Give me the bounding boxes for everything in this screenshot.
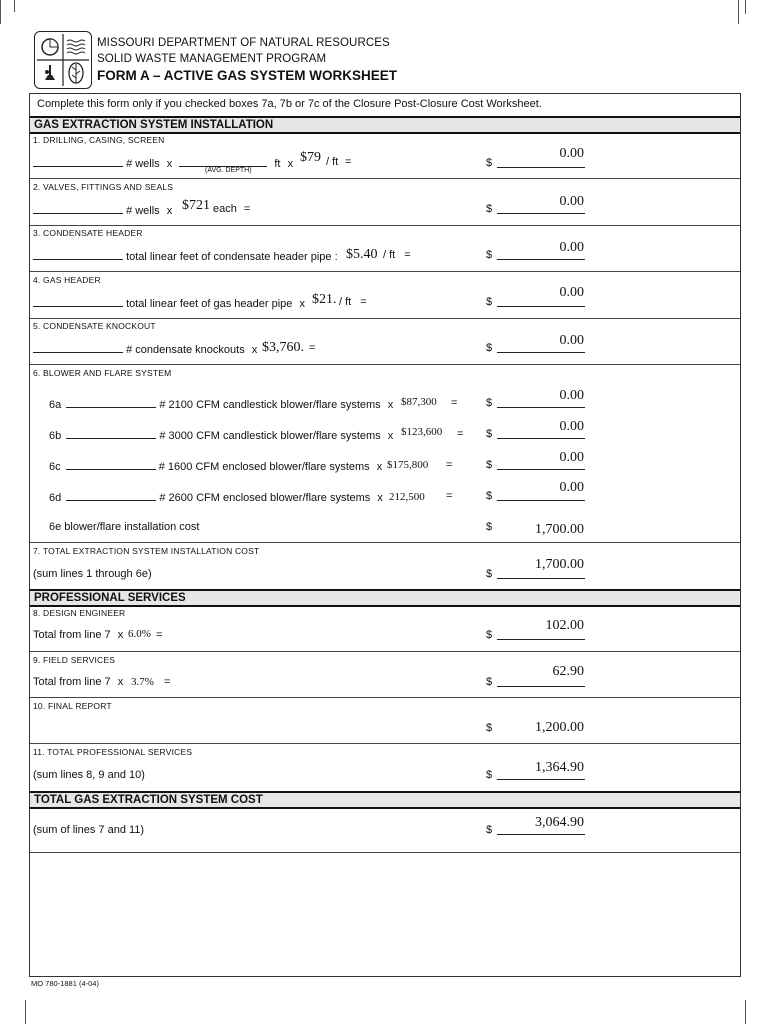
amount-underline bbox=[497, 686, 585, 687]
line6c-equals: = bbox=[446, 459, 453, 471]
amount-underline bbox=[497, 639, 585, 640]
crop-mark bbox=[745, 1000, 746, 1024]
line1-caption: 1. DRILLING, CASING, SCREEN bbox=[33, 135, 165, 145]
line1-ft: ft bbox=[274, 158, 281, 170]
amount-underline bbox=[497, 834, 585, 835]
divider bbox=[30, 651, 740, 652]
line5-caption: 5. CONDENSATE KNOCKOUT bbox=[33, 321, 156, 331]
line1-wells-input[interactable] bbox=[33, 156, 123, 167]
line4-x: x bbox=[299, 298, 305, 310]
line6c-text: # 1600 CFM enclosed blower/flare systems bbox=[158, 461, 370, 473]
amount-underline bbox=[497, 469, 585, 470]
divider bbox=[30, 225, 740, 226]
dnr-logo-icon bbox=[35, 32, 91, 88]
line2-amount[interactable]: 0.00 bbox=[559, 194, 584, 209]
currency-symbol: $ bbox=[486, 568, 493, 580]
line6a-x: x bbox=[387, 399, 394, 411]
currency-symbol: $ bbox=[486, 824, 493, 836]
line6-caption: 6. BLOWER AND FLARE SYSTEM bbox=[33, 368, 172, 378]
currency-symbol: $ bbox=[486, 342, 493, 354]
line6a-input[interactable] bbox=[66, 397, 156, 408]
form-title: FORM A – ACTIVE GAS SYSTEM WORKSHEET bbox=[97, 68, 398, 83]
line6d-amount[interactable]: 0.00 bbox=[559, 480, 584, 495]
amount-underline bbox=[497, 500, 585, 501]
divider bbox=[30, 178, 740, 179]
line5-x: x bbox=[251, 344, 258, 356]
line6b-amount[interactable]: 0.00 bbox=[559, 419, 584, 434]
line3-amount[interactable]: 0.00 bbox=[559, 240, 584, 255]
section-professional bbox=[30, 589, 740, 607]
line4-amount[interactable]: 0.00 bbox=[559, 285, 584, 300]
line6a-text: # 2100 CFM candlestick blower/flare systems bbox=[159, 399, 381, 411]
amount-underline bbox=[497, 352, 585, 353]
crop-mark bbox=[25, 1000, 26, 1024]
line3-caption: 3. CONDENSATE HEADER bbox=[33, 228, 143, 238]
amount-underline bbox=[497, 167, 585, 168]
intro-text: Complete this form only if you checked boxes 7a, 7b or 7c of the Closure Post-Closure Cost Worksheet. bbox=[37, 98, 542, 110]
section-installation-title: GAS EXTRACTION SYSTEM INSTALLATION bbox=[34, 119, 274, 131]
line1-row bbox=[33, 156, 293, 170]
line9-rate: 3.7% bbox=[131, 676, 154, 688]
currency-symbol: $ bbox=[486, 397, 493, 409]
amount-underline bbox=[497, 578, 585, 579]
line1-rate: $79 bbox=[300, 150, 321, 165]
line6d-label: 6d bbox=[49, 492, 62, 504]
currency-symbol: $ bbox=[486, 629, 493, 641]
currency-symbol: $ bbox=[486, 769, 493, 781]
form-number: MO 780-1881 (4-04) bbox=[31, 979, 99, 988]
line2-row bbox=[33, 203, 172, 217]
line11-amount[interactable]: 1,364.90 bbox=[535, 760, 584, 775]
line10-caption: 10. FINAL REPORT bbox=[33, 701, 112, 711]
line6c-row bbox=[49, 459, 382, 473]
total-text: (sum of lines 7 and 11) bbox=[33, 824, 145, 836]
line3-per-ft: / ft = bbox=[383, 249, 411, 261]
crop-mark bbox=[0, 0, 1, 24]
line3-feet-input[interactable] bbox=[33, 249, 123, 260]
line1-x2: x bbox=[287, 158, 294, 170]
section-installation bbox=[30, 116, 740, 134]
line9-amount[interactable]: 62.90 bbox=[552, 664, 584, 679]
line2-wells-input[interactable] bbox=[33, 203, 123, 214]
line3-label: total linear feet of condensate header pipe : bbox=[126, 251, 338, 263]
line6c-x: x bbox=[376, 461, 383, 473]
line2-x: x bbox=[166, 205, 173, 217]
line6b-input[interactable] bbox=[66, 428, 156, 439]
currency-symbol: $ bbox=[486, 428, 493, 440]
line6b-rate: $123,600 bbox=[401, 426, 443, 438]
amount-underline bbox=[497, 259, 585, 260]
line8-row bbox=[33, 629, 123, 641]
line8-caption: 8. DESIGN ENGINEER bbox=[33, 608, 126, 618]
line8-amount[interactable]: 102.00 bbox=[545, 618, 584, 633]
section-total bbox=[30, 791, 740, 809]
line6d-row bbox=[49, 490, 383, 504]
amount-underline bbox=[497, 779, 585, 780]
line5-amount[interactable]: 0.00 bbox=[559, 333, 584, 348]
divider bbox=[30, 852, 740, 853]
line4-rate: $21. bbox=[312, 292, 337, 307]
line5-row bbox=[33, 342, 257, 356]
section-professional-title: PROFESSIONAL SERVICES bbox=[34, 592, 186, 604]
currency-symbol: $ bbox=[486, 157, 493, 169]
line8-text: Total from line 7 bbox=[33, 629, 111, 641]
divider bbox=[30, 318, 740, 319]
line6a-row bbox=[49, 397, 393, 411]
currency-symbol: $ bbox=[486, 722, 493, 734]
line11-caption: 11. TOTAL PROFESSIONAL SERVICES bbox=[33, 747, 193, 757]
line8-rate: 6.0% bbox=[128, 628, 151, 640]
avg-depth-label: (AVG. DEPTH) bbox=[205, 167, 252, 174]
line6d-rate: 212,500 bbox=[389, 491, 425, 503]
line2-rate: $721 bbox=[182, 198, 210, 213]
crop-mark bbox=[745, 0, 746, 14]
currency-symbol: $ bbox=[486, 249, 493, 261]
line6e-amount[interactable]: 1,700.00 bbox=[535, 522, 584, 537]
amount-underline bbox=[497, 213, 585, 214]
line3-row bbox=[33, 249, 338, 263]
line7-text: (sum lines 1 through 6e) bbox=[33, 568, 152, 580]
line10-amount[interactable]: 1,200.00 bbox=[535, 720, 584, 735]
line9-text: Total from line 7 bbox=[33, 676, 111, 688]
line6b-label: 6b bbox=[49, 430, 62, 442]
line6d-input[interactable] bbox=[66, 490, 156, 501]
line1-per-ft: / ft bbox=[326, 156, 339, 168]
line6c-input[interactable] bbox=[66, 459, 156, 470]
amount-underline bbox=[497, 306, 585, 307]
line9-x: x bbox=[117, 676, 124, 688]
crop-mark bbox=[14, 0, 15, 12]
line1-wells-label: # wells bbox=[126, 158, 160, 170]
currency-symbol: $ bbox=[486, 459, 493, 471]
divider bbox=[30, 542, 740, 543]
line1-depth-input[interactable] bbox=[179, 156, 267, 167]
department-name: MISSOURI DEPARTMENT OF NATURAL RESOURCES bbox=[97, 37, 390, 49]
line6b-equals: = bbox=[457, 428, 464, 440]
line5-equals: = bbox=[309, 342, 316, 354]
line3-rate: $5.40 bbox=[346, 247, 378, 262]
line7-amount[interactable]: 1,700.00 bbox=[535, 557, 584, 572]
line6a-equals: = bbox=[451, 397, 458, 409]
line4-feet-input[interactable] bbox=[33, 296, 123, 307]
line2-caption: 2. VALVES, FITTINGS AND SEALS bbox=[33, 182, 174, 192]
line6c-amount[interactable]: 0.00 bbox=[559, 450, 584, 465]
line6d-text: # 2600 CFM enclosed blower/flare systems bbox=[159, 492, 371, 504]
line9-caption: 9. FIELD SERVICES bbox=[33, 655, 116, 665]
program-name: SOLID WASTE MANAGEMENT PROGRAM bbox=[97, 53, 327, 65]
line4-caption: 4. GAS HEADER bbox=[33, 275, 101, 285]
line6e-text: 6e blower/flare installation cost bbox=[49, 521, 200, 533]
line8-equals: = bbox=[156, 629, 163, 641]
line5-count-input[interactable] bbox=[33, 342, 123, 353]
line6b-row bbox=[49, 428, 393, 442]
currency-symbol: $ bbox=[486, 521, 493, 533]
divider bbox=[30, 364, 740, 365]
line2-each: each = bbox=[213, 203, 251, 215]
total-amount[interactable]: 3,064.90 bbox=[535, 815, 584, 830]
currency-symbol: $ bbox=[486, 490, 493, 502]
line8-x: x bbox=[117, 629, 124, 641]
divider bbox=[30, 697, 740, 698]
line6d-x: x bbox=[377, 492, 383, 504]
line1-x1: x bbox=[166, 158, 173, 170]
line6b-text: # 3000 CFM candlestick blower/flare systems bbox=[159, 430, 381, 442]
line2-wells-label: # wells bbox=[126, 205, 160, 217]
currency-symbol: $ bbox=[486, 676, 493, 688]
amount-underline bbox=[497, 407, 585, 408]
line6c-label: 6c bbox=[49, 461, 61, 473]
line9-equals: = bbox=[164, 676, 171, 688]
line4-label: total linear feet of gas header pipe bbox=[126, 298, 293, 310]
line6a-label: 6a bbox=[49, 399, 62, 411]
section-total-title: TOTAL GAS EXTRACTION SYSTEM COST bbox=[34, 794, 263, 806]
line5-rate: $3,760. bbox=[262, 340, 304, 355]
line1-amount[interactable]: 0.00 bbox=[559, 146, 584, 161]
divider bbox=[30, 743, 740, 744]
divider bbox=[30, 271, 740, 272]
line7-caption: 7. TOTAL EXTRACTION SYSTEM INSTALLATION COST bbox=[33, 546, 260, 556]
currency-symbol: $ bbox=[486, 203, 493, 215]
line6b-x: x bbox=[387, 430, 394, 442]
line5-label: # condensate knockouts bbox=[126, 344, 245, 356]
line4-row bbox=[33, 296, 305, 310]
line9-row bbox=[33, 676, 123, 688]
amount-underline bbox=[497, 438, 585, 439]
line6a-rate: $87,300 bbox=[401, 396, 437, 408]
line6d-equals: = bbox=[446, 490, 453, 502]
line6a-amount[interactable]: 0.00 bbox=[559, 388, 584, 403]
line6c-rate: $175,800 bbox=[387, 459, 429, 471]
crop-mark bbox=[738, 0, 739, 24]
dnr-logo bbox=[34, 31, 92, 89]
line1-equals: = bbox=[345, 156, 352, 168]
line11-text: (sum lines 8, 9 and 10) bbox=[33, 769, 145, 781]
line4-per-ft: / ft = bbox=[339, 296, 367, 308]
currency-symbol: $ bbox=[486, 296, 493, 308]
